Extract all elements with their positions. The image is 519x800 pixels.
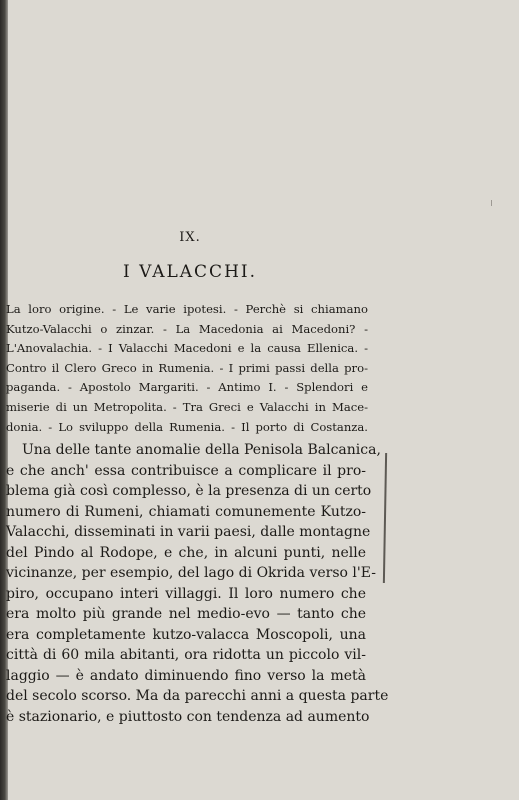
chapter-summary: [6, 300, 368, 437]
body-line: Una delle tante anomalie della Penisola Balcanica,: [22, 442, 381, 458]
body-line: Valacchi, disseminati in varii paesi, dalle montagne: [6, 524, 371, 540]
summary-line: L'Anovalachia. - I Valacchi Macedoni e la causa Ellenica. -: [6, 341, 368, 356]
summary-line: donia. - Lo sviluppo della Rumenia. - Il porto di Costanza.: [6, 419, 368, 434]
summary-line: La loro origine. - Le varie ipotesi. - Perchè si chiamano: [6, 302, 368, 316]
body-line: era molto più grande nel medio-evo — tanto che: [6, 606, 366, 622]
summary-line: Kutzo-Valacchi o zinzar. - La Macedonia ai Macedoni? -: [6, 321, 368, 336]
summary-line: Contro il Clero Greco in Rumenia. - I primi passi della pro-: [6, 360, 368, 375]
body-line: blema già così complesso, è la presenza di un certo: [6, 483, 372, 499]
chapter-title: I VALACCHI.: [122, 262, 258, 282]
chapter-number: IX.: [179, 230, 201, 245]
margin-pencil-mark: [383, 453, 387, 583]
body-line: vicinanze, per esempio, del lago di Okrida verso l'E-: [6, 565, 376, 581]
margin-pencil-mark: [491, 200, 492, 206]
body-line: del Pindo al Rodope, e che, in alcuni punti, nelle: [6, 544, 366, 561]
body-line: era completamente kutzo-valacca Moscopoli, una: [6, 626, 366, 643]
body-line: città di 60 mila abitanti, ora ridotta un piccolo vil-: [6, 647, 366, 663]
body-paragraph: [6, 440, 389, 727]
body-line: e che anch' essa contribuisce a complicare il pro-: [6, 462, 366, 479]
body-line: piro, occupano interi villaggi. Il loro numero che: [6, 585, 366, 602]
body-line: laggio — è andato diminuendo fino verso la metà: [6, 667, 366, 684]
body-line: numero di Rumeni, chiamati comunemente Kutzo-: [6, 503, 366, 520]
summary-line: miserie di un Metropolita. - Tra Greci e Valacchi in Mace-: [6, 399, 368, 414]
summary-line: paganda. - Apostolo Margariti. - Antimo I. - Splendori e: [6, 380, 368, 395]
body-line: del secolo scorso. Ma da parecchi anni a questa parte: [6, 688, 389, 704]
body-line: è stazionario, e piuttosto con tendenza ad aumento: [6, 708, 370, 725]
